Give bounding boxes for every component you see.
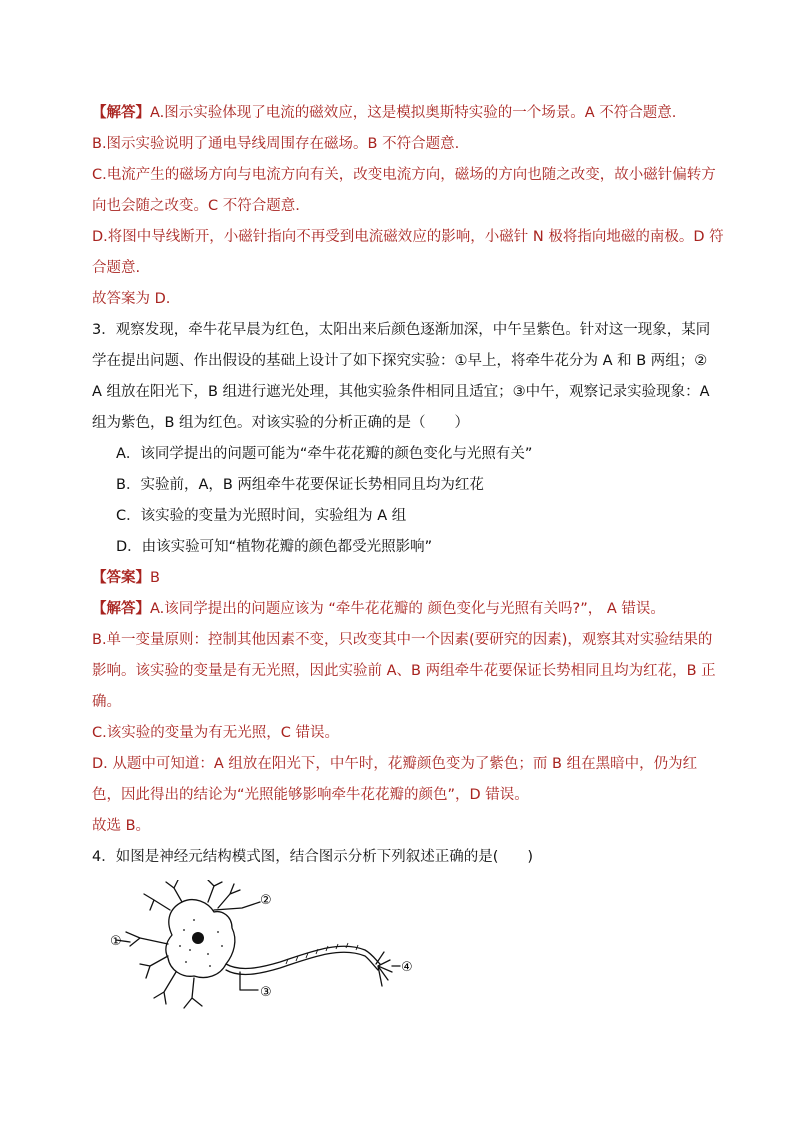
nucleus: [192, 932, 204, 944]
q2-analysis-c2: 向也会随之改变。C 不符合题意.: [92, 198, 300, 214]
axon-lower-edge: [226, 952, 378, 974]
q4-stem: 4．如图是神经元结构模式图，结合图示分析下列叙述正确的是( ): [92, 849, 534, 865]
label-1: ①: [110, 934, 122, 949]
pointer-line-2: [214, 902, 260, 910]
q3-option-d: D．由该实验可知“植物花瓣的颜色都受光照影响”: [116, 539, 433, 555]
q2-analysis-a: 【解答】A.图示实验体现了电流的磁效应，这是模拟奥斯特实验的一个场景。A 不符合题意.: [92, 105, 677, 121]
q3-analysis-b3: 确。: [92, 694, 121, 710]
q3-analysis-d1: D. 从题中可知道：A 组放在阳光下，中午时，花瓣颜色变为了紫色；而 B 组在黑暗中，仍为红: [92, 756, 698, 772]
label-4: ④: [401, 960, 413, 975]
q2-analysis-d1: D.将图中导线断开，小磁针指向不再受到电流磁效应的影响，小磁针 N 极将指向地磁的南极。D 符: [92, 229, 724, 245]
dendrite-lower: [154, 972, 202, 1008]
q3-stem-3: A 组放在阳光下，B 组进行遮光处理，其他实验条件相同且适宜；③中午，观察记录实验现象：A: [92, 384, 710, 400]
q3-analysis-a: 【解答】A.该同学提出的问题应该为 “牵牛花花瓣的 颜色变化与光照有关吗?”， A 错误。: [92, 601, 665, 617]
neuron-diagram: [110, 880, 420, 1020]
axon-terminals: [376, 952, 392, 986]
axon: [226, 946, 380, 968]
q3-stem-1: 3．观察发现，牵牛花早晨为红色，太阳出来后颜色逐渐加深，中午呈紫色。针对这一现象，某同: [92, 322, 711, 338]
q3-option-a: A．该同学提出的问题可能为“牵牛花花瓣的颜色变化与光照有关”: [116, 446, 533, 462]
q2-analysis-b: B.图示实验说明了通电导线周围存在磁场。B 不符合题意.: [92, 136, 460, 152]
q3-conclusion: 故选 B。: [92, 818, 151, 834]
dendrite-upper-right: [208, 880, 240, 908]
q2-conclusion: 故答案为 D.: [92, 291, 171, 307]
q3-answer: 【答案】B: [92, 570, 160, 586]
label-3: ③: [260, 985, 272, 1000]
q3-analysis-b2: 影响。该实验的变量是有无光照，因此实验前 A、B 两组牵牛花要保证长势相同且均为红花，B 正: [92, 663, 716, 679]
dendrite-left: [126, 932, 168, 978]
q3-analysis-d2: 色，因此得出的结论为“光照能够影响牵牛花花瓣的颜色”，D 错误。: [92, 787, 529, 803]
q3-analysis-c: C.该实验的变量为有无光照，C 错误。: [92, 725, 339, 741]
q3-analysis-b1: B.单一变量原则：控制其他因素不变，只改变其中一个因素(要研究的因素)，观察其对实验结果的: [92, 632, 713, 648]
q3-option-c: C．该实验的变量为光照时间，实验组为 A 组: [116, 508, 407, 524]
myelin-sheath: [286, 943, 358, 964]
q3-stem-2: 学在提出问题、作出假设的基础上设计了如下探究实验：①早上，将牵牛花分为 A 和 B 两组；②: [92, 353, 708, 369]
q3-stem-4: 组为紫色，B 组为红色。对该实验的分析正确的是（ ）: [92, 415, 470, 431]
q2-analysis-c1: C.电流产生的磁场方向与电流方向有关，改变电流方向，磁场的方向也随之改变，故小磁针偏转方: [92, 167, 716, 183]
label-2: ②: [260, 893, 272, 908]
q3-option-b: B．实验前，A，B 两组牵牛花要保证长势相同且均为红花: [116, 477, 484, 493]
q2-analysis-d2: 合题意.: [92, 260, 141, 276]
